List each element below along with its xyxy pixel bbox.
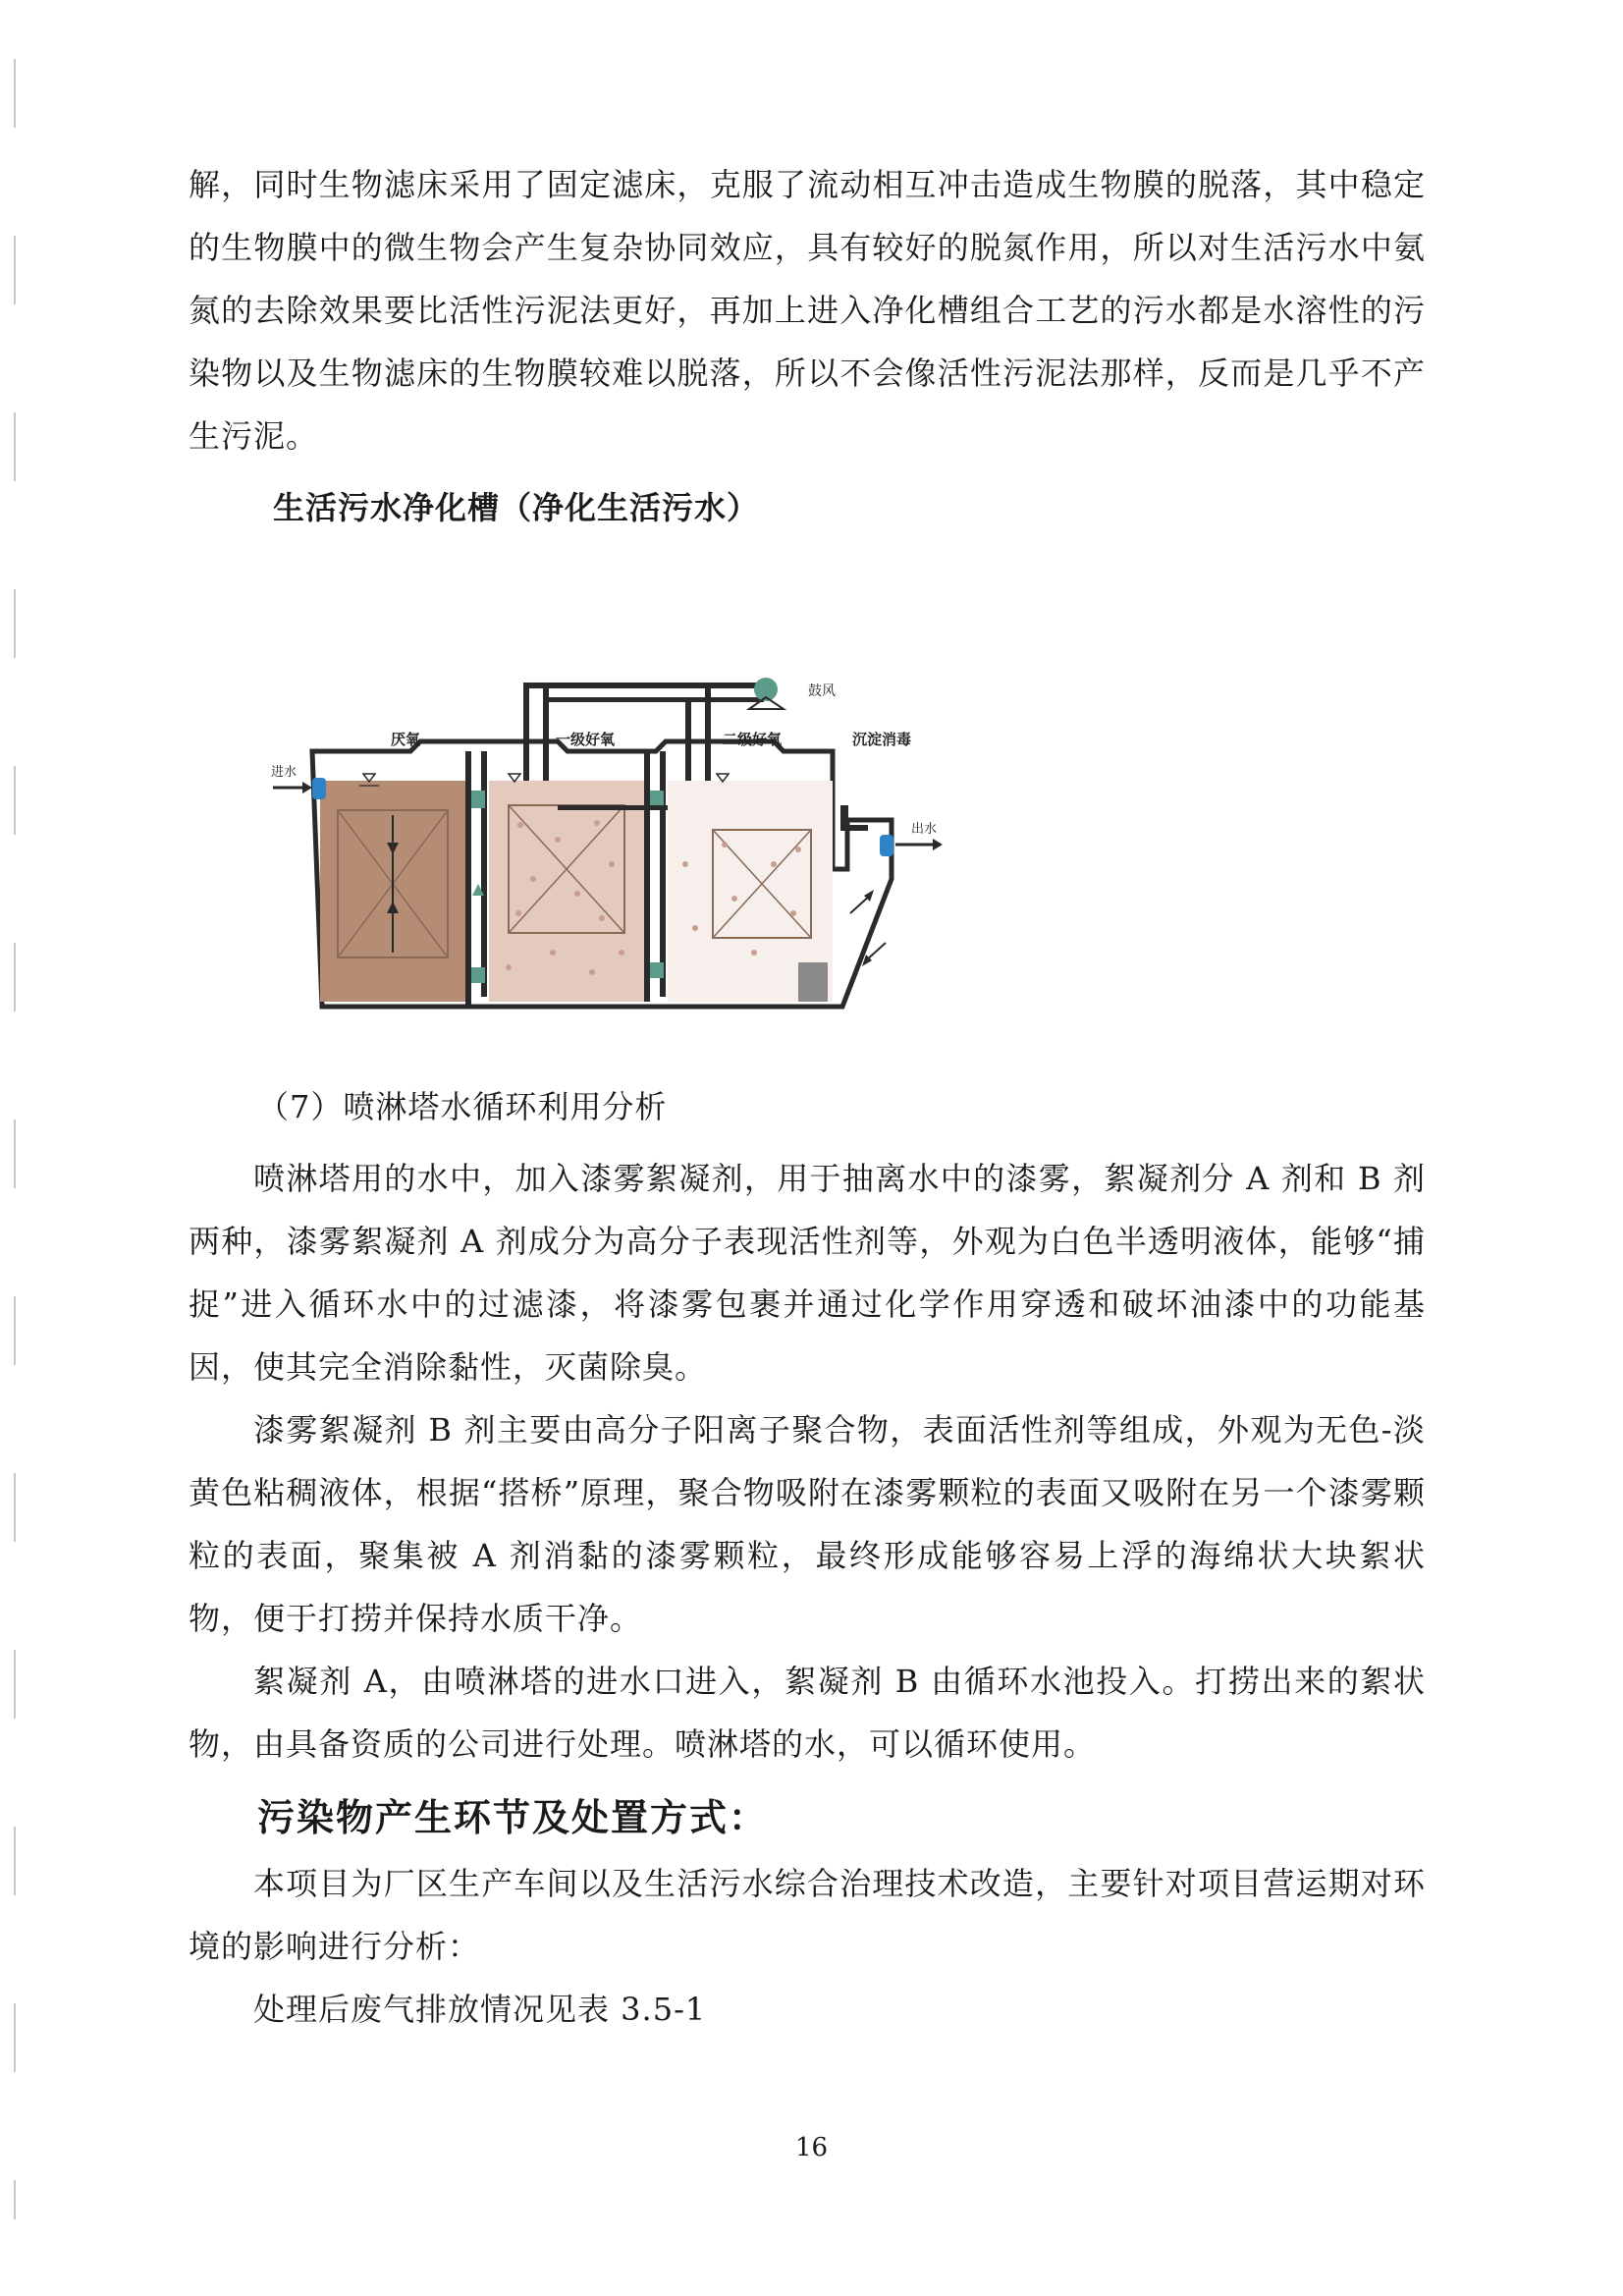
paragraph-flocculant-b: 漆雾絮凝剂 B 剂主要由高分子阳离子聚合物，表面活性剂等组成，外观为无色-淡黄色粘稠液体，根据“搭桥”原理，聚合物吸附在漆雾颗粒的表面又吸附在另一个漆雾颗粒的表面，聚集被 A 剂消黏的漆雾颗粒，最终形成能够容易上浮的海绵状大块絮状物，便于打捞并保持水质干净。	[189, 1411, 1426, 1637]
scan-margin-marks	[14, 59, 16, 2219]
inlet-label: 进水	[271, 765, 298, 780]
sewage-treatment-tank-diagram	[263, 668, 1009, 1051]
figure-caption: 生活污水净化槽（净化生活污水）	[273, 489, 760, 526]
paragraph-flocculant-a: 喷淋塔用的水中，加入漆雾絮凝剂，用于抽离水中的漆雾，絮凝剂分 A 剂和 B 剂两种，漆雾絮凝剂 A 剂成分为高分子表现活性剂等，外观为白色半透明液体，能够“捕捉”进入循环水中的过滤漆，将漆雾包裹并通过化学作用穿透和破坏油漆中的功能基因，使其完全消除黏性，灭菌除臭。	[189, 1160, 1426, 1386]
label-aerobic-1: 一级好氧	[556, 731, 616, 748]
paragraph-intro: 解，同时生物滤床采用了固定滤床，克服了流动相互冲击造成生物膜的脱落，其中稳定的生物膜中的微生物会产生复杂协同效应，具有较好的脱氮作用，所以对生活污水中氨氮的去除效果要比活性污泥法更好，再加上进入净化槽组合工艺的污水都是水溶性的污染物以及生物滤床的生物膜较难以脱落，所以不会像活性污泥法那样，反而是几乎不产生污泥。	[189, 166, 1426, 455]
page-number: 16	[794, 2133, 829, 2162]
label-settle: 沉淀消毒	[852, 731, 912, 748]
paragraph-table-ref: 处理后废气排放情况见表 3.5-1	[253, 1991, 707, 2028]
label-aerobic-2: 二级好氧	[723, 731, 783, 748]
label-anaerobic: 厌氧	[391, 731, 421, 748]
outlet-valve-icon	[880, 835, 893, 856]
blower-label: 鼓风	[808, 683, 836, 699]
paragraph-project-intro: 本项目为厂区生产车间以及生活污水综合治理技术改造，主要针对项目营运期对环境的影响进行分析：	[189, 1865, 1426, 1965]
section-title: 污染物产生环节及处置方式：	[257, 1796, 769, 1839]
paragraph-flocculant-use: 絮凝剂 A，由喷淋塔的进水口进入，絮凝剂 B 由循环水池投入。打捞出来的絮状物，由具备资质的公司进行处理。喷淋塔的水，可以循环使用。	[189, 1663, 1426, 1763]
outlet-label: 出水	[911, 822, 938, 837]
subsection-title: （7）喷淋塔水循环利用分析	[257, 1088, 668, 1125]
inlet-valve-icon	[312, 778, 326, 799]
aerobic-tank-1	[489, 781, 644, 1002]
